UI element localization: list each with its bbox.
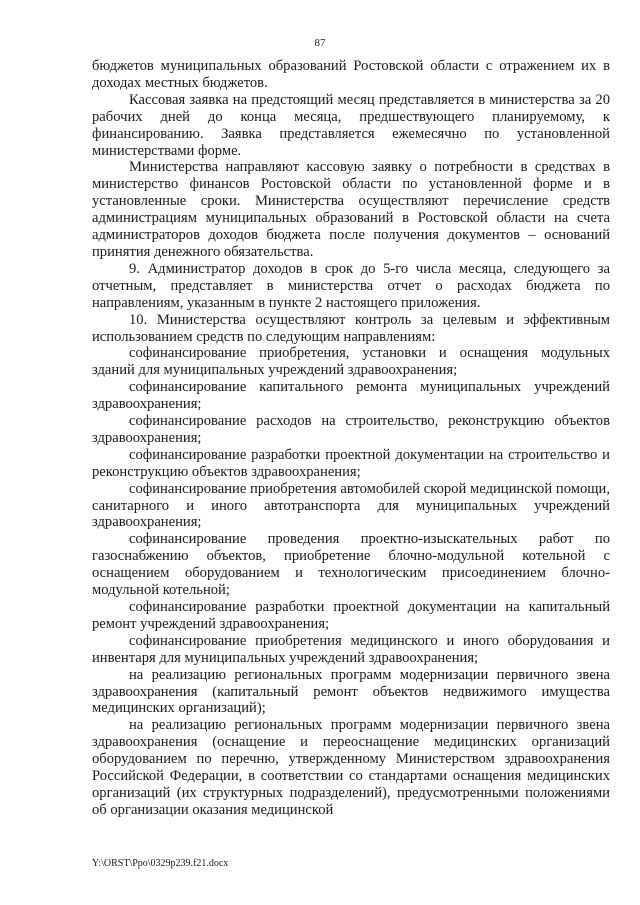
list-item: софинансирование приобретения медицинского и иного оборудования и инвентаря для муниципальных учреждений здравоохранения; xyxy=(92,632,610,666)
document-body xyxy=(92,58,610,819)
paragraph-item-9: 9. Администратор доходов в срок до 5-го числа месяца, следующего за отчетным, представляет в министерства отчет о расходах бюджета по направлениям, указанным в пункте 2 настоящего приложения. xyxy=(92,260,610,311)
list-item: софинансирование разработки проектной документации на капитальный ремонт учреждений здравоохранения; xyxy=(92,599,610,632)
list-item: софинансирование капитального ремонта муниципальных учреждений здравоохранения; xyxy=(92,379,610,413)
list-item: софинансирование проведения проектно-изыскательных работ по газоснабжению объектов, приобретение блочно-модульной котельной с оснащением оборудованием и технологическим присоединением блочно-модульной котельной; xyxy=(92,531,610,599)
footer-file-path: Y:\ORST\Ppo\0329p239.f21.docx xyxy=(92,858,229,869)
paragraph-continuation: бюджетов муниципальных образований Ростовской области с отражением их в доходах местных бюджетов. xyxy=(92,58,610,91)
list-item: на реализацию региональных программ модернизации первичного звена здравоохранения (капитальный ремонт объектов недвижимого имущества медицинских организаций); xyxy=(92,666,610,717)
paragraph-ministries-request: Министерства направляют кассовую заявку о потребности в средствах в министерство финансов Ростовской области по установленной форме и в установленные сроки. Министерства осуществляют перечисление средств администрациям муниципальных образований в Ростовской области на счета администраторов доходов бюджета после получения документов – оснований принятия денежного обязательства. xyxy=(92,159,610,260)
list-item: на реализацию региональных программ модернизации первичного звена здравоохранения (оснащение и переоснащение медицинских организаций оборудованием по перечню, утвержденному Министерством здравоохранения Российской Федерации, в соответствии со стандартами оснащения медицинских организаций (их структурных подразделений), предусмотренными положениями об организации оказания медицинской xyxy=(92,717,610,818)
list-item: софинансирование приобретения автомобилей скорой медицинской помощи, санитарного и иного автотранспорта для муниципальных учреждений здравоохранения; xyxy=(92,480,610,531)
list-item: софинансирование разработки проектной документации на строительство и реконструкцию объектов здравоохранения; xyxy=(92,446,610,480)
paragraph-item-10: 10. Министерства осуществляют контроль за целевым и эффективным использованием средств по следующим направлениям: xyxy=(92,311,610,345)
list-item: софинансирование приобретения, установки и оснащения модульных зданий для муниципальных учреждений здравоохранения; xyxy=(92,345,610,379)
paragraph-cash-request: Кассовая заявка на предстоящий месяц представляется в министерства за 20 рабочих дней до конца месяца, предшествующего планируемому, к финансированию. Заявка представляется ежемесячно по установленной министерствами форме. xyxy=(92,91,610,159)
page-number: 87 xyxy=(314,37,326,49)
list-item: софинансирование расходов на строительство, реконструкцию объектов здравоохранения; xyxy=(92,413,610,446)
